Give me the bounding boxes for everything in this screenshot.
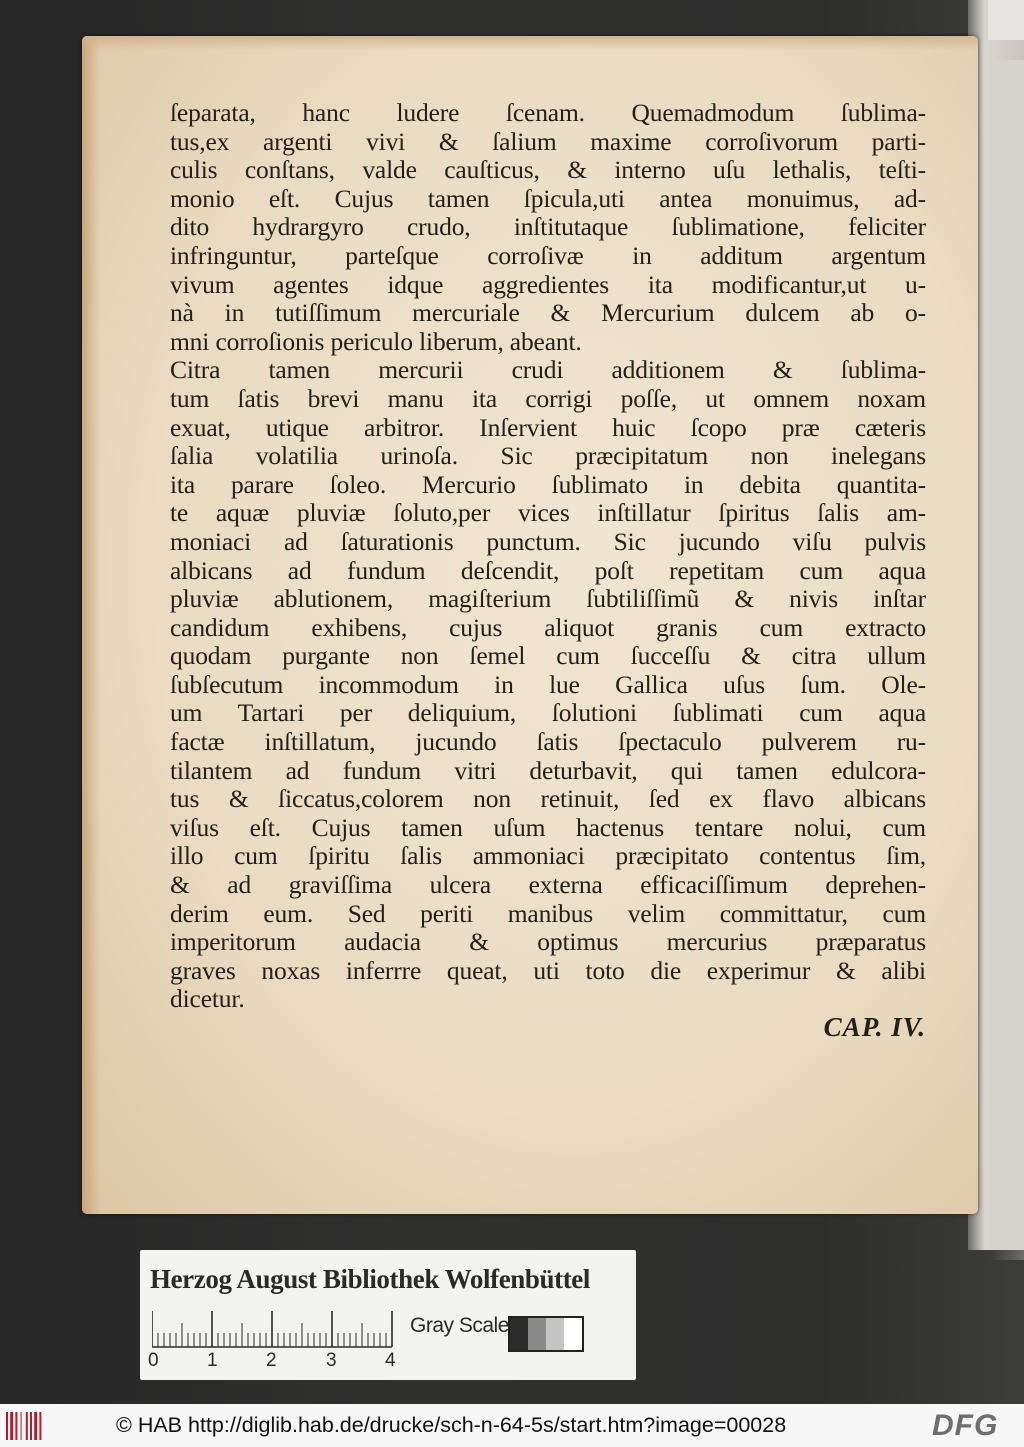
copyright-url[interactable]: © HAB http://diglib.hab.de/drucke/sch-n-64-5s/start.htm?image=00028 [116,1413,787,1437]
text-line: mni corroſionis periculo liberum, abeant. [170,327,582,356]
barcode-bar [39,1412,41,1440]
barcode-bar [21,1412,22,1440]
text-line: moniaci ad ſaturationis punctum. Sic jucundo viſu pulvis [170,527,926,556]
text-line: candidum exhibens, cujus aliquot granis cum extracto [170,613,926,642]
barcode-bar [34,1412,37,1440]
ruler-number: 4 [385,1350,396,1371]
text-line: graves noxas inferrre queat, uti toto die experimur & alibi [170,956,926,985]
text-line: quodam purgante non ſemel cum ſucceſſu & citra ullum [170,642,926,671]
gray-swatch [546,1318,564,1350]
barcode-bar [6,1412,8,1440]
footer-bar [0,1404,1024,1447]
text-line: um Tartari per deliquium, ſolutioni ſublimati cum aqua [170,699,926,728]
gray-swatch [564,1318,582,1350]
text-line: tus,ex argenti vivi & ſalium maxime corroſivorum parti- [170,127,926,156]
gray-scale-swatch [508,1316,584,1352]
text-line: monio eſt. Cujus tamen ſpicula,uti antea monuimus, ad- [170,184,926,213]
gray-swatch [510,1318,528,1350]
text-line: ſeparata, hanc ludere ſcenam. Quemadmodum ſublima- [170,99,926,127]
text-line: albicans ad fundum deſcendit, poſt repetitam cum aqua [170,556,926,585]
text-line: vivum agentes idque aggredientes ita modificantur,ut u- [170,270,926,299]
text-line: nà in tutiſſimum mercuriale & Mercurium dulcem ab o- [170,299,926,328]
text-line: infringuntur, parteſque corroſivæ in additum argentum [170,241,926,270]
text-line: exuat, utique arbitror. Inſervient huic ſcopo præ cæteris [170,413,926,442]
text-line: illo cum ſpiritu ſalis ammoniaci præcipitato contentus ſim, [170,842,926,871]
text-line: tilantem ad fundum vitri deturbavit, qui tamen edulcora- [170,756,926,785]
ruler-number: 1 [207,1350,218,1371]
text-line: Citra tamen mercurii crudi additionem & ſublima- [170,356,926,385]
barcode-icon [6,1412,48,1440]
text-line: ſubſecutum incommodum in lue Gallica uſus ſum. Ole- [170,670,926,699]
text-line: tum ſatis brevi manu ita corrigi poſſe, ut omnem noxam [170,384,926,413]
dfg-logo: DFG [932,1409,999,1442]
ruler-scale [152,1308,404,1348]
text-line: derim eum. Sed periti manibus velim committatur, cum [170,899,926,928]
library-card [140,1250,636,1380]
barcode-bar [15,1412,17,1440]
text-line: culis conſtans, valde cauſticus, & interno uſu lethalis, teſti- [170,156,926,185]
text-line: pluviæ ablutionem, magiſterium ſubtiliſſimũ & nivis inſtar [170,585,926,614]
text-line: viſus eſt. Cujus tamen uſum hactenus tentare nolui, cum [170,813,926,842]
catchword: CAP. IV. [823,1012,926,1042]
text-line: dito hydrargyro crudo, inſtitutaque ſublimatione, feliciter [170,213,926,242]
text-line: tus & ſiccatus,colorem non retinuit, ſed ex flavo albicans [170,785,926,814]
text-line: ita parare ſoleo. Mercurio ſublimato in debita quantita- [170,470,926,499]
ruler-number: 2 [266,1350,277,1371]
library-name: Herzog August Bibliothek Wolfenbüttel [150,1264,590,1294]
page-text-block [170,99,926,1014]
barcode-bar [30,1412,32,1440]
gray-scale-label: Gray Scale [410,1314,509,1337]
gray-swatch [528,1318,546,1350]
text-line: ſalia volatilia urinoſa. Sic præcipitatum non inelegans [170,442,926,471]
barcode-bar [10,1412,13,1440]
text-line: factæ inſtillatum, jucundo ſatis ſpectaculo pulverem ru- [170,728,926,757]
barcode-bar [26,1412,28,1440]
text-line: dicetur. [170,985,245,1014]
text-line: te aquæ pluviæ ſoluto,per vices inſtillatur ſpiritus ſalis am- [170,499,926,528]
plastic-clip [990,60,1024,1260]
text-line: imperitorum audacia & optimus mercurius præparatus [170,928,926,957]
ruler-number: 0 [148,1350,159,1371]
text-line: & ad graviſſima ulcera externa efficaciſſimum deprehen- [170,871,926,900]
ruler-number: 3 [326,1350,337,1371]
